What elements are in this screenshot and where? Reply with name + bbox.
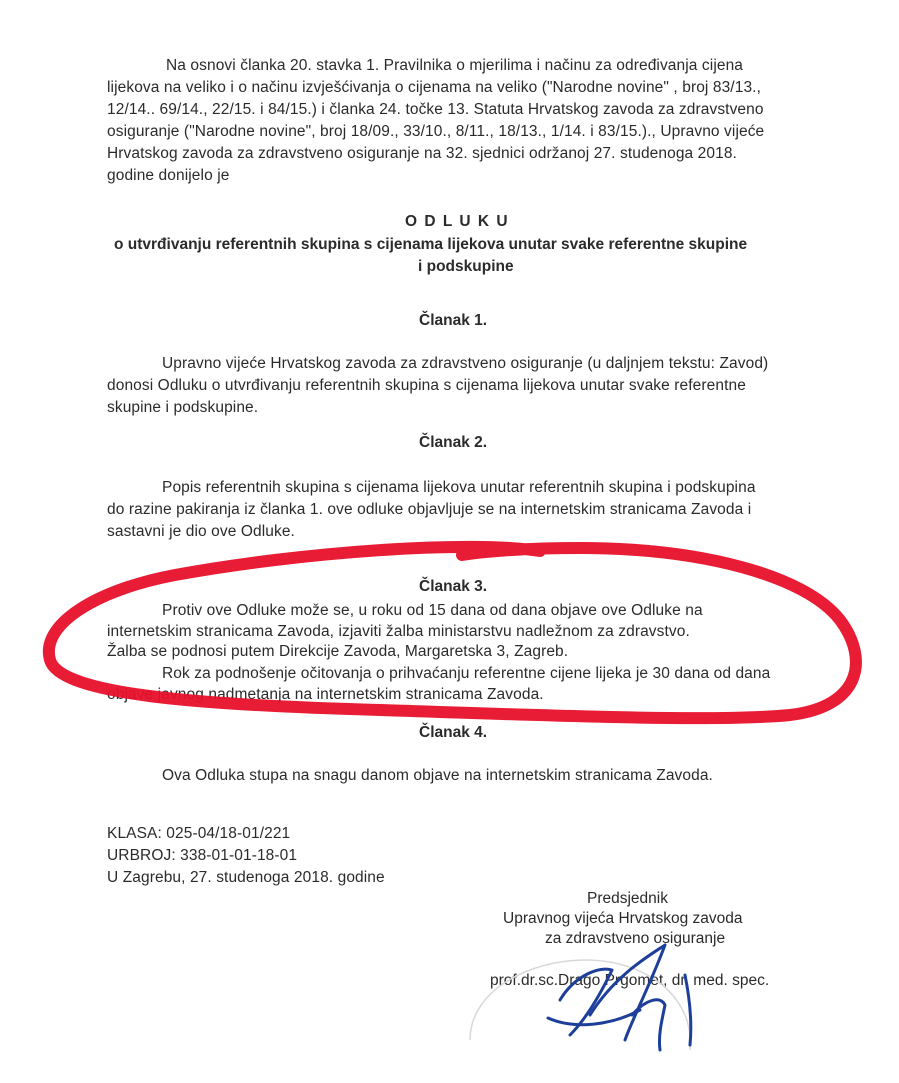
decision-subtitle: i podskupine bbox=[418, 258, 514, 275]
preamble-line: Na osnovi članka 20. stavka 1. Pravilnika o mjerilima i načinu za određivanja cijena bbox=[166, 57, 744, 74]
article-text-line: donosi Odluku o utvrđivanju referentnih skupina s cijenama lijekova unutar svake referentne bbox=[107, 377, 746, 394]
article-text-line: Žalba se podnosi putem Direkcije Zavoda, Margaretska 3, Zagreb. bbox=[107, 643, 569, 660]
article-text-line: Ova Odluka stupa na snagu danom objave na internetskim stranicama Zavoda. bbox=[162, 767, 713, 784]
signatory-role: za zdravstveno osiguranje bbox=[545, 930, 726, 947]
article-heading: Članak 2. bbox=[419, 434, 488, 451]
signatory-name: prof.dr.sc.Drago Prgomet, dr. med. spec. bbox=[490, 972, 770, 989]
article-text-line: skupine i podskupine. bbox=[107, 399, 259, 416]
article-text-line: internetskim stranicama Zavoda, izjaviti žalba ministarstvu nadležnom za zdravstvo. bbox=[107, 623, 690, 640]
article-heading: Članak 3. bbox=[419, 578, 488, 595]
decision-title: O D L U K U bbox=[405, 213, 510, 230]
article-heading: Članak 4. bbox=[419, 724, 488, 741]
preamble-line: godine donijelo je bbox=[107, 167, 230, 184]
decision-subtitle: o utvrđivanju referentnih skupina s cijenama lijekova unutar svake referentne skupine bbox=[114, 236, 748, 253]
preamble-line: lijekova na veliko i o načinu izvješćivanja o cijenama na veliko ("Narodne novine" , broj 83/13., bbox=[107, 79, 761, 96]
article-text-line: Protiv ove Odluke može se, u roku od 15 dana od dana objave ove Odluke na bbox=[162, 602, 703, 619]
article-text-line: objave javnog nadmetanja na internetskim stranicama Zavoda. bbox=[107, 686, 544, 703]
article-text-line: Popis referentnih skupina s cijenama lijekova unutar referentnih skupina i podskupina bbox=[162, 479, 756, 496]
place-date-label: U Zagrebu, 27. studenoga 2018. godine bbox=[107, 869, 385, 886]
klasa-label: KLASA: 025-04/18-01/221 bbox=[107, 825, 291, 842]
article-text-line: Rok za podnošenje očitovanja o prihvaćanju referentne cijene lijeka je 30 dana od dana bbox=[162, 665, 771, 682]
urbroj-label: URBROJ: 338-01-01-18-01 bbox=[107, 847, 298, 864]
article-text-line: sastavni je dio ove Odluke. bbox=[107, 523, 295, 540]
article-text-line: Upravno vijeće Hrvatskog zavoda za zdravstveno osiguranje (u daljnjem tekstu: Zavod) bbox=[162, 355, 769, 372]
article-text-line: do razine pakiranja iz članka 1. ove odluke objavljuje se na internetskim stranicama Zavoda i bbox=[107, 501, 752, 518]
preamble-line: 12/14.. 69/14., 22/15. i 84/15.) i članka 24. točke 13. Statuta Hrvatskog zavoda za zdravstveno bbox=[107, 101, 764, 118]
signatory-role: Predsjednik bbox=[587, 890, 668, 907]
preamble-line: osiguranje ("Narodne novine", broj 18/09., 33/10., 8/11., 18/13., 1/14. i 83/15.)., Upravno vijeće bbox=[107, 123, 765, 140]
article-heading: Članak 1. bbox=[419, 312, 488, 329]
preamble-line: Hrvatskog zavoda za zdravstveno osiguranje na 32. sjednici održanoj 27. studenoga 2018. bbox=[107, 145, 737, 162]
signatory-role: Upravnog vijeća Hrvatskog zavoda bbox=[503, 910, 743, 927]
